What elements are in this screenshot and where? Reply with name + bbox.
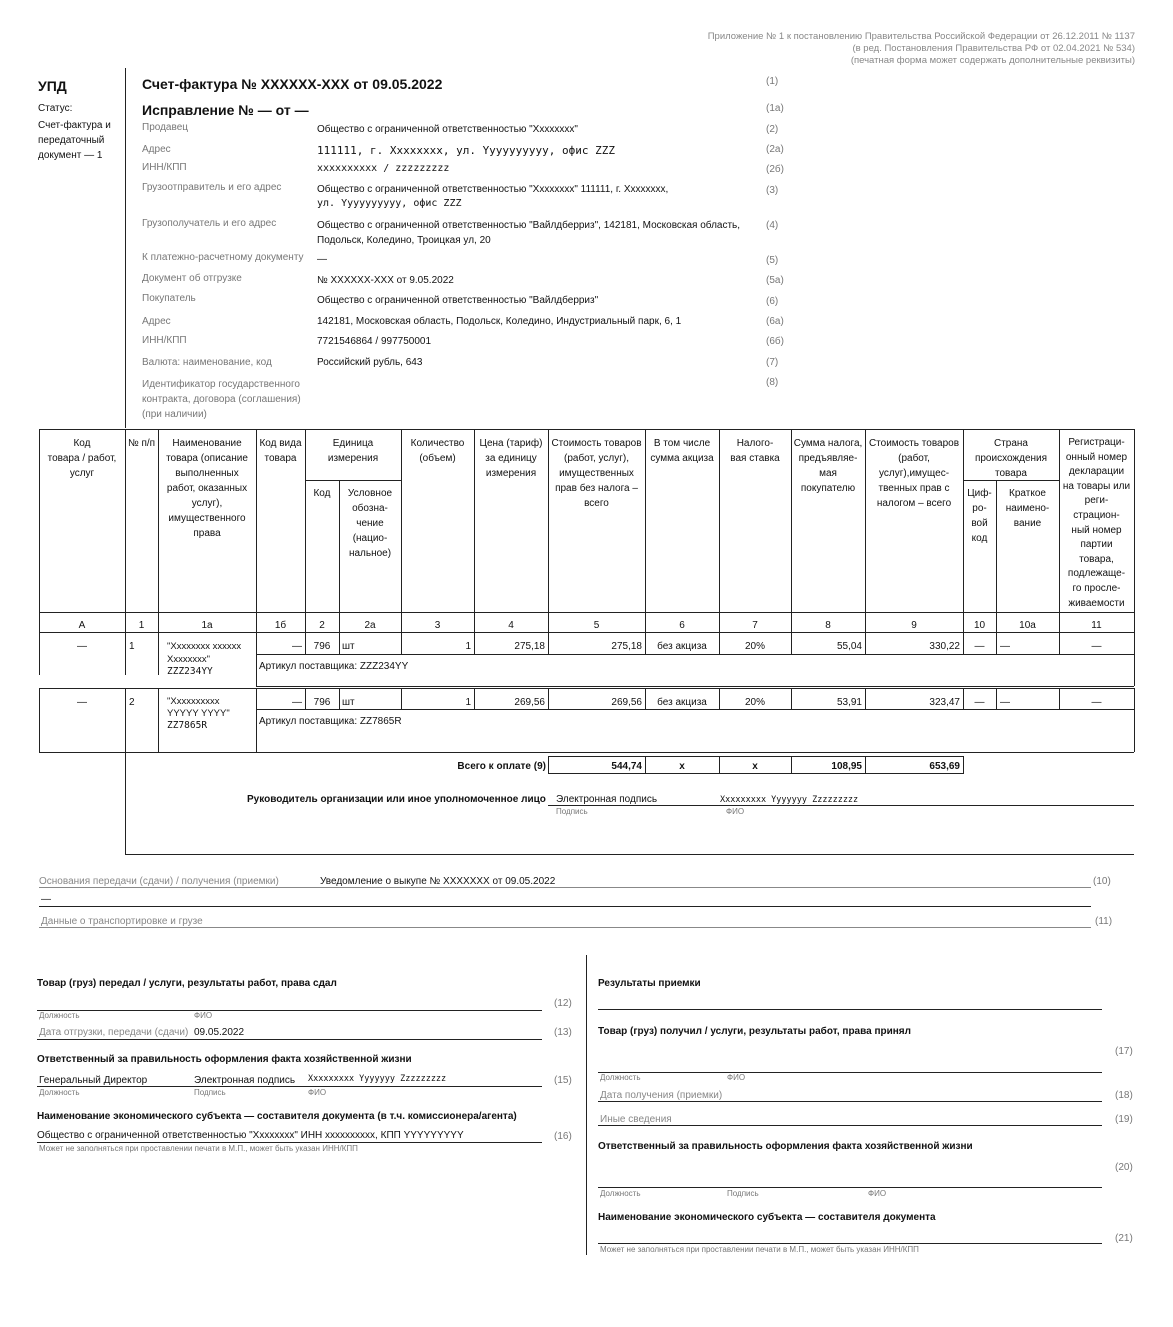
ref-number: (21) xyxy=(1115,1233,1133,1244)
total-excise: x xyxy=(679,761,685,772)
status-label: Статус: xyxy=(38,103,73,114)
index-cell: 6 xyxy=(679,620,685,631)
header-line: товара, xyxy=(1079,553,1114,565)
contract-id-label-line3: (при наличии) xyxy=(142,409,207,420)
header-line: работ, оказанных xyxy=(166,483,248,494)
index-cell: 10 xyxy=(973,620,986,631)
header-line: Стоимость товаров xyxy=(551,438,642,449)
header-line: происхождения xyxy=(974,453,1048,464)
table-border xyxy=(39,688,1134,689)
correction-title: Исправление № — от — xyxy=(142,102,309,118)
manager-name: Xxxxxxxxx Yyyyyyy Zzzzzzzzz xyxy=(720,795,859,805)
shipping-doc-label: Документ об отгрузке xyxy=(142,273,242,284)
header-line: декларации xyxy=(1068,466,1125,478)
ref-number: (7) xyxy=(766,357,779,368)
table-border xyxy=(158,632,159,675)
currency-value: Российский рубль, 643 xyxy=(317,357,423,368)
header-line: имущественного xyxy=(168,513,246,524)
index-cell: А xyxy=(78,620,86,631)
other-info-label: Иные сведения xyxy=(600,1114,672,1125)
header-line: имущественных xyxy=(559,468,634,479)
index-cell: 8 xyxy=(825,620,831,631)
ref-number: (3) xyxy=(766,185,779,196)
header-unit-symbol xyxy=(339,486,401,561)
index-cell: 7 xyxy=(752,620,758,631)
header-line: ный номер xyxy=(1071,524,1122,536)
right-responsible-line xyxy=(598,1187,1102,1188)
row-country-code: — xyxy=(974,641,985,652)
consignee-label: Грузополучатель и его адрес xyxy=(142,218,277,229)
row-total: 330,22 xyxy=(929,641,960,652)
seller-address-label: Адрес xyxy=(142,144,171,155)
header-line: онный номер xyxy=(1065,451,1128,463)
header-line: Единица xyxy=(332,438,374,449)
manager-label: Руководитель организации или иное уполномоченное лицо xyxy=(247,794,546,805)
total-sum: 544,74 xyxy=(611,761,642,772)
responsible-position: Генеральный Директор xyxy=(39,1075,148,1086)
header-unit xyxy=(305,436,401,466)
index-cell: 9 xyxy=(911,620,917,631)
ref-number: (5а) xyxy=(766,275,784,286)
table-border xyxy=(996,688,997,709)
row-country-name: — xyxy=(1000,641,1010,652)
header-line: товара (описание xyxy=(166,453,248,464)
header-line: Сумма налога, xyxy=(793,438,863,449)
received-line xyxy=(598,1072,1102,1073)
header-line: товара / работ, xyxy=(47,453,117,464)
row-declaration: — xyxy=(1091,641,1102,652)
table-border xyxy=(158,688,159,752)
ref-number: (13) xyxy=(554,1027,572,1038)
row-name-line3: ZZZ234YY xyxy=(167,666,213,677)
right-responsible-title: Ответственный за правильность оформления факта хозяйственной жизни xyxy=(598,1141,973,1152)
header-line: (работ, xyxy=(898,453,930,464)
index-cell: 4 xyxy=(508,620,514,631)
ship-date-line xyxy=(37,1039,542,1040)
table-border xyxy=(39,429,1134,430)
header-line: Наименование xyxy=(172,438,242,449)
total-rate: x xyxy=(752,761,758,772)
ref-number: (20) xyxy=(1115,1162,1133,1173)
row-country-code: — xyxy=(974,697,985,708)
ref-number: (18) xyxy=(1115,1090,1133,1101)
seller-label: Продавец xyxy=(142,122,188,133)
contract-id-label-line2: контракта, договора (соглашения) xyxy=(142,394,301,405)
row-number: 2 xyxy=(129,697,135,708)
legal-note xyxy=(708,31,1135,67)
seller-inn-label: ИНН/КПП xyxy=(142,162,187,173)
entity-value: Общество с ограниченной ответственностью "Xxxxxxxx" ИНН xxxxxxxxxx, КПП YYYYYYYYY xyxy=(37,1130,464,1141)
header-line: партии xyxy=(1080,539,1113,551)
entity-line xyxy=(37,1142,542,1143)
header-line: за единицу xyxy=(485,453,537,464)
transfer-fio-caption: ФИО xyxy=(194,1011,213,1020)
table-border xyxy=(339,688,340,709)
responsible-sign: Электронная подпись xyxy=(194,1075,296,1086)
header-line: сумма акциза xyxy=(650,453,714,464)
header-line: живаемости xyxy=(1068,597,1125,609)
bottom-divider xyxy=(586,955,587,1255)
received-date-line xyxy=(598,1101,1102,1102)
header-quantity xyxy=(401,436,474,466)
ref-number: (8) xyxy=(766,377,779,388)
index-cell: 5 xyxy=(593,620,600,631)
row-qty: 1 xyxy=(465,697,471,708)
header-country xyxy=(963,436,1059,481)
ref-number: (4) xyxy=(766,220,779,231)
header-line: Страна xyxy=(993,438,1028,449)
buyer-value: Общество с ограниченной ответственностью "Вайлдберриз" xyxy=(317,295,599,306)
header-number xyxy=(125,436,158,451)
received-fio-caption: ФИО xyxy=(727,1073,746,1082)
header-line: товара xyxy=(264,453,297,464)
ref-number: (6б) xyxy=(766,336,784,347)
row-country-name: — xyxy=(1000,697,1010,708)
row-kind: — xyxy=(292,697,302,708)
basis-dash: — xyxy=(41,894,51,905)
row-code: — xyxy=(77,697,87,708)
row-name-line3: ZZ7865R xyxy=(167,720,208,731)
responsible-line xyxy=(37,1086,542,1087)
index-cell: 3 xyxy=(434,620,441,631)
header-line: наимено- xyxy=(1005,503,1050,514)
right-responsible-position-caption: Должность xyxy=(600,1189,641,1198)
header-excise xyxy=(645,436,719,466)
seller-inn-value: xxxxxxxxxx / zzzzzzzzz xyxy=(317,163,450,174)
ref-number: (17) xyxy=(1115,1046,1133,1057)
table-border xyxy=(256,654,257,686)
row-name-line1: "Xxxxxxxx xxxxxx xyxy=(167,641,242,652)
legal-note-line1: Приложение № 1 к постановлению Правительства Российской Федерации от 26.12.2011 № 1137 xyxy=(707,31,1135,42)
received-title: Товар (груз) получил / услуги, результаты работ, права принял xyxy=(598,1026,911,1037)
index-cell: 2а xyxy=(364,620,376,631)
table-border xyxy=(339,632,340,654)
header-line: Циф- xyxy=(967,488,992,499)
table-border xyxy=(1134,429,1135,632)
header-line: Код вида xyxy=(259,438,302,449)
consignee-value-line2: Подольск, Коледино, Троицкая ул, 20 xyxy=(317,235,491,246)
ref-number: (1) xyxy=(766,76,779,87)
row-article: Артикул поставщика: ZZZ234YY xyxy=(259,661,409,672)
header-line: предъявляе- xyxy=(798,453,858,464)
received-position-caption: Должность xyxy=(600,1073,641,1082)
header-kind xyxy=(256,436,305,466)
right-entity-line xyxy=(598,1243,1102,1244)
row-unit-code: 796 xyxy=(313,641,331,652)
row-sum: 269,56 xyxy=(611,697,642,708)
ref-number: (2) xyxy=(766,124,779,135)
ref-number: (10) xyxy=(1093,876,1111,887)
payment-doc-label: К платежно-расчетному документу xyxy=(142,252,304,263)
buyer-inn-label: ИНН/КПП xyxy=(142,335,187,346)
header-line: (объем) xyxy=(419,453,456,464)
acceptance-line xyxy=(598,1009,1102,1010)
legal-note-line3: (печатная форма может содержать дополнительные реквизиты) xyxy=(850,55,1135,66)
header-line: Код xyxy=(313,488,331,499)
basis-line xyxy=(39,887,1091,888)
shipper-value: Общество с ограниченной ответственностью "Xxxxxxxx" 111111, г. Xxxxxxxx, xyxy=(317,184,669,195)
row-sum: 275,18 xyxy=(611,641,642,652)
header-line: вая ставка xyxy=(730,453,780,464)
header-line: код xyxy=(971,533,988,544)
header-line: прав без налога – xyxy=(555,483,638,494)
right-entity-title: Наименование экономического субъекта — составителя документа xyxy=(598,1212,936,1223)
header-line: Регистраци- xyxy=(1068,437,1125,448)
header-line: твенных прав с xyxy=(878,483,950,494)
basis-line xyxy=(39,906,1091,907)
row-unit-code: 796 xyxy=(313,697,331,708)
row-excise: без акциза xyxy=(657,697,707,708)
header-line: вой xyxy=(971,518,988,529)
left-block-divider xyxy=(125,68,126,428)
row-unit: шт xyxy=(342,697,355,708)
header-line: налогом – всего xyxy=(876,498,952,509)
ref-number: (6а) xyxy=(766,316,784,327)
header-line: страцион- xyxy=(1073,509,1120,521)
contract-id-label-line1: Идентификатор государственного xyxy=(142,379,300,390)
buyer-address-label: Адрес xyxy=(142,316,171,327)
ref-number: (12) xyxy=(554,998,572,1009)
header-line: всего xyxy=(584,498,609,509)
row-number: 1 xyxy=(129,641,135,652)
manager-sign-caption: Подпись xyxy=(556,807,588,816)
signature-frame xyxy=(125,854,1134,855)
row-qty: 1 xyxy=(465,641,471,652)
header-line: (работ, услуг), xyxy=(563,453,630,464)
row-price: 269,56 xyxy=(514,697,545,708)
ref-number: (1а) xyxy=(766,103,784,114)
right-responsible-sign-caption: Подпись xyxy=(727,1189,759,1198)
row-total: 323,47 xyxy=(929,697,960,708)
index-cell: 1а xyxy=(201,620,213,631)
row-name-line2: YYYYY YYYY" xyxy=(167,708,230,719)
ref-number: (19) xyxy=(1115,1114,1133,1125)
header-code xyxy=(39,436,125,481)
table-border xyxy=(39,612,1134,613)
entity-title: Наименование экономического субъекта — составителя документа (в т.ч. комиссионера/агента) xyxy=(37,1111,517,1122)
header-line: измерения xyxy=(485,468,537,479)
header-line: реги- xyxy=(1084,495,1109,507)
ref-number: (11) xyxy=(1095,916,1113,927)
payment-doc-value: — xyxy=(317,254,327,265)
table-border xyxy=(996,632,997,654)
header-line: обозна- xyxy=(352,503,388,514)
index-cell: 11 xyxy=(1091,620,1102,631)
index-cell: 10а xyxy=(1019,620,1036,631)
table-border xyxy=(1134,632,1135,686)
row-name-line2: Xxxxxxxx" xyxy=(167,654,210,665)
ref-number: (15) xyxy=(554,1075,572,1086)
header-line: мая xyxy=(819,468,837,479)
contract-id-label xyxy=(142,377,301,422)
header-line: услуг xyxy=(69,468,95,479)
ship-date-value: 09.05.2022 xyxy=(194,1027,245,1038)
buyer-label: Покупатель xyxy=(142,293,196,304)
header-country-code xyxy=(963,486,996,546)
header-declaration xyxy=(1059,436,1134,611)
row-rate: 20% xyxy=(744,641,765,652)
responsible-position-caption: Должность xyxy=(39,1088,80,1097)
total-label: Всего к оплате (9) xyxy=(457,761,546,772)
ref-number: (16) xyxy=(554,1131,572,1142)
row-rate: 20% xyxy=(744,697,765,708)
index-cell: 1б xyxy=(274,620,287,631)
row-tax: 55,04 xyxy=(836,641,862,652)
transfer-position-caption: Должность xyxy=(39,1011,80,1020)
total-with-tax: 653,69 xyxy=(929,761,960,772)
ref-number: (2б) xyxy=(766,164,784,175)
header-line: (нацио- xyxy=(352,533,388,544)
transport-line xyxy=(39,927,1091,928)
total-tax: 108,95 xyxy=(831,761,862,772)
status-value: Счет-фактура и передаточный документ — 1 xyxy=(38,120,111,161)
right-entity-note: Может не заполняться при проставлении печати в М.П., может быть указан ИНН/КПП xyxy=(600,1245,919,1254)
signature-frame xyxy=(125,752,126,854)
basis-label: Основания передачи (сдачи) / получения (приемки) xyxy=(39,876,279,887)
table-border xyxy=(39,752,1134,753)
ref-number: (5) xyxy=(766,255,779,266)
header-cost-with-tax xyxy=(865,436,963,511)
header-line: услуг), xyxy=(191,498,223,509)
signature-line xyxy=(548,805,1134,806)
entity-note: Может не заполняться при проставлении печати в М.П., может быть указан ИНН/КПП xyxy=(39,1144,358,1153)
row-unit: шт xyxy=(342,641,355,652)
transport-label: Данные о транспортировке и грузе xyxy=(41,916,203,927)
header-line: измерения xyxy=(327,453,379,464)
header-line: покупателю xyxy=(800,483,856,494)
seller-address-value: 111111, г. Xxxxxxxx, ул. Yyyyyyyyyy, офис ZZZ xyxy=(317,144,616,157)
ref-number: (6) xyxy=(766,296,779,307)
header-line: Условное xyxy=(347,488,393,499)
row-excise: без акциза xyxy=(657,641,707,652)
row-declaration: — xyxy=(1091,697,1102,708)
ship-date-label: Дата отгрузки, передачи (сдачи) xyxy=(39,1027,189,1038)
header-line: Цена (тариф) xyxy=(479,438,543,449)
header-line: ро- xyxy=(972,503,987,514)
header-line: права xyxy=(193,528,221,539)
row-tax: 53,91 xyxy=(836,697,862,708)
transfer-title: Товар (груз) передал / услуги, результаты работ, права сдал xyxy=(37,978,337,989)
invoice-title: Счет-фактура № XXXXXX-XXX от 09.05.2022 xyxy=(142,76,443,92)
responsible-name: Xxxxxxxxx Yyyyyyy Zzzzzzzzz xyxy=(308,1074,447,1084)
index-cell: 1 xyxy=(138,620,145,631)
shipper-value-line2: ул. Yyyyyyyyyy, офис ZZZ xyxy=(317,198,462,209)
header-line: нальное) xyxy=(348,548,392,559)
table-border xyxy=(305,480,401,481)
table-border xyxy=(125,688,126,752)
table-border xyxy=(125,632,126,675)
header-line: выполненных xyxy=(175,468,239,479)
header-line: Количество xyxy=(410,438,465,449)
legal-note-line2: (в ред. Постановления Правительства РФ от 02.04.2021 № 534) xyxy=(852,43,1135,54)
table-border xyxy=(125,429,126,632)
header-unit-code xyxy=(305,486,339,501)
ref-number: (2а) xyxy=(766,144,784,155)
row-name-line1: "Xxxxxxxxxx xyxy=(167,696,220,707)
header-line: Налого- xyxy=(736,438,774,449)
row-kind: — xyxy=(292,641,302,652)
table-border xyxy=(1134,688,1135,752)
header-line: Код xyxy=(73,438,91,449)
header-line: № п/п xyxy=(127,438,156,449)
basis-value: Уведомление о выкупе № XXXXXXX от 09.05.2022 xyxy=(320,876,556,887)
header-cost-no-tax xyxy=(548,436,645,511)
header-line: вание xyxy=(1013,518,1042,529)
row-price: 275,18 xyxy=(514,641,545,652)
header-line: Стоимость товаров xyxy=(868,438,960,449)
transfer-line xyxy=(37,1010,542,1011)
header-line: услуг),имущес- xyxy=(878,468,950,479)
header-line: чение xyxy=(356,518,384,529)
consignee-value: Общество с ограниченной ответственностью "Вайлдберриз", 142181, Московская область, xyxy=(317,220,741,231)
header-line: на товары или xyxy=(1062,480,1131,492)
table-border xyxy=(256,686,1134,687)
manager-sign: Электронная подпись xyxy=(556,794,658,805)
other-info-line xyxy=(598,1125,1102,1126)
manager-name-caption: ФИО xyxy=(726,807,745,816)
buyer-inn-value: 7721546864 / 997750001 xyxy=(317,336,432,347)
row-article: Артикул поставщика: ZZ7865R xyxy=(259,716,402,727)
header-line: Краткое xyxy=(1009,488,1046,499)
responsible-fio-caption: ФИО xyxy=(308,1088,327,1097)
header-line: подлежаще- xyxy=(1067,568,1126,580)
right-responsible-fio-caption: ФИО xyxy=(868,1189,887,1198)
document-type: УПД xyxy=(38,78,67,94)
responsible-sign-caption: Подпись xyxy=(194,1088,226,1097)
header-tax-rate xyxy=(719,436,791,466)
header-line: товара xyxy=(995,468,1027,479)
header-line: го просле- xyxy=(1072,582,1121,594)
received-date-label: Дата получения (приемки) xyxy=(600,1090,723,1101)
header-tax-sum xyxy=(791,436,865,496)
shipper-label: Грузоотправитель и его адрес xyxy=(142,182,282,193)
acceptance-title: Результаты приемки xyxy=(598,978,701,989)
header-line: В том числе xyxy=(653,438,711,449)
row-code: — xyxy=(77,641,87,652)
table-border xyxy=(256,654,1134,655)
seller-value: Общество с ограниченной ответственностью "Xxxxxxxx" xyxy=(317,124,578,135)
index-cell: 2 xyxy=(319,620,325,631)
header-price xyxy=(474,436,548,481)
header-name xyxy=(158,436,256,541)
header-country-name xyxy=(996,486,1059,531)
currency-label: Валюта: наименование, код xyxy=(142,357,272,368)
responsible-title: Ответственный за правильность оформления факта хозяйственной жизни xyxy=(37,1054,412,1065)
shipping-doc-value: № XXXXXX-XXX от 9.05.2022 xyxy=(317,275,454,286)
buyer-address-value: 142181, Московская область, Подольск, Коледино, Индустриальный парк, 6, 1 xyxy=(317,316,682,327)
